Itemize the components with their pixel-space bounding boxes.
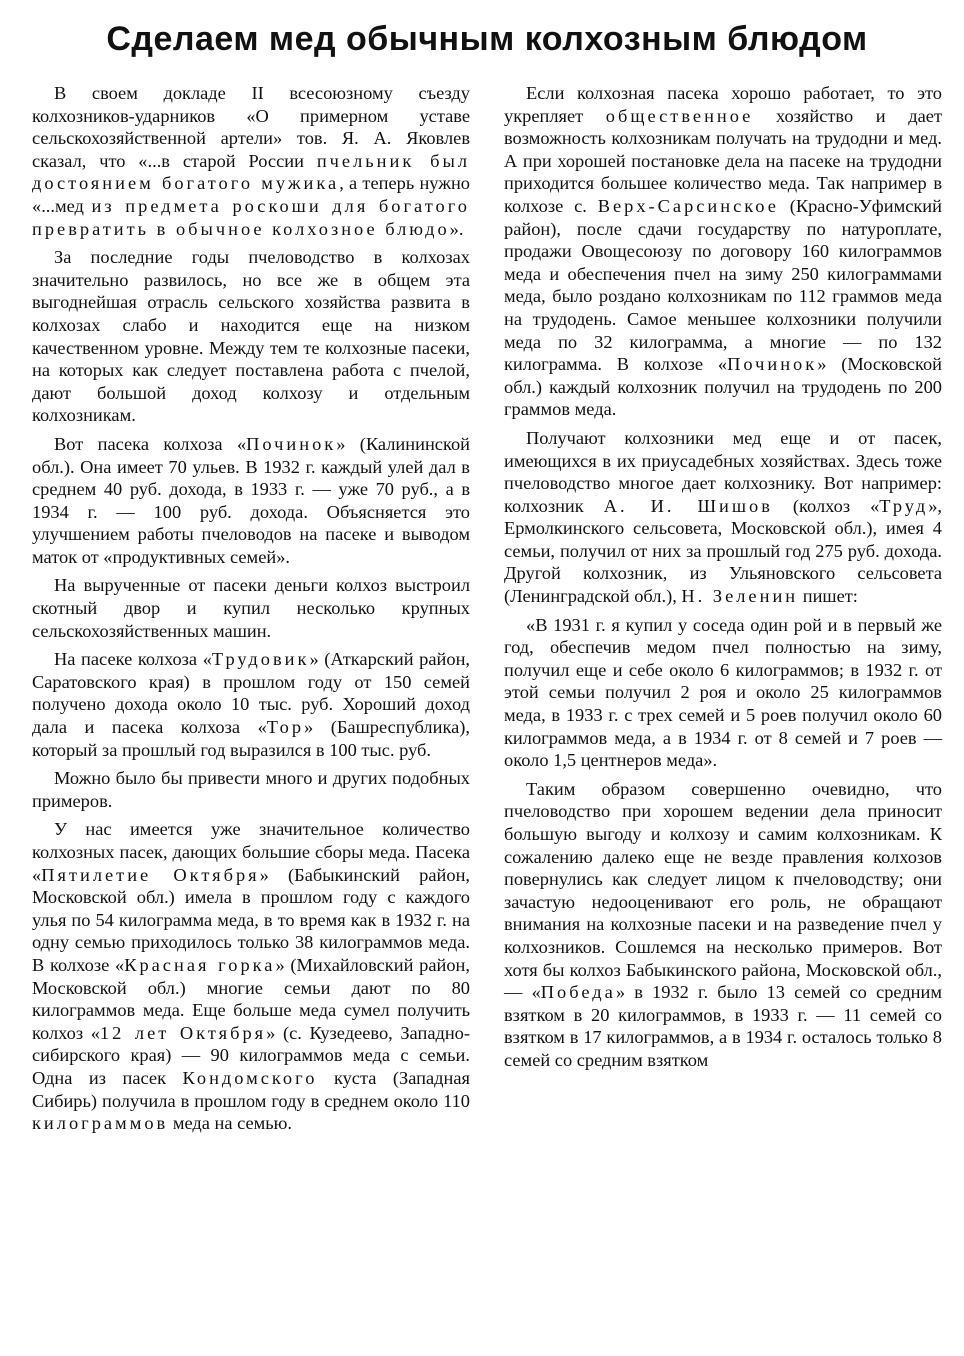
text-run: пишет:	[798, 586, 858, 607]
spaced-emphasis: килограммов	[32, 1113, 169, 1134]
text-run: На пасеке колхоза «	[54, 649, 212, 670]
text-run: » (Московской обл.) каждый колхозник получил на трудодень по 200 граммов меда.	[504, 354, 942, 420]
spaced-emphasis: Труд	[879, 495, 929, 516]
paragraph	[32, 82, 470, 240]
text-run: Вот пасека колхоза «	[54, 433, 247, 454]
spaced-emphasis: Верх-Сарсинское	[597, 195, 779, 216]
text-run: Можно было бы привести много и других подобных примеров.	[32, 768, 470, 811]
spaced-emphasis: Пятилетие Октября	[41, 864, 260, 885]
text-run: ».	[449, 218, 464, 239]
paragraph	[32, 433, 470, 569]
text-run: », Ермолкинского сельсовета, Московской обл.), имея 4 семьи, получил от них за прошлый год 275 руб. дохода. Другой колхозник, из Ульяновского сельсовета (Ленинградской обл.),	[504, 495, 942, 607]
article-columns	[32, 82, 942, 1141]
spaced-emphasis: Трудовик	[211, 649, 310, 670]
text-run: Таким образом совершенно очевидно, что пчеловодство при хорошем ведении дела приносит большую выгоду и колхозу и самим колхозникам. К сожалению далеко еще не везде правления колхозов повернулись как следует лицом к пчеловодству; они зачастую недооценивают его роль, не обращают внимания на колхозные пасеки и на разведение пчел у колхозников. Сошлемся на несколько примеров. Вот хотя бы колхоз Бабыкинского района, Московской обл., — «	[504, 778, 942, 1003]
text-run: «В 1931 г. я купил у соседа один рой и в первый же год, обеспечив медом пчел полностью на зиму, получил еще и себе около 6 килограммов; в 1932 г. от этой семьи получил 2 роя и около 25 килограммов меда, в 1933 г. с трех семей и 5 роев получил около 60 килограммов меда, а в 1934 г. от 8 семей и 7 роев — около 1,5 центнеров меда».	[504, 614, 942, 771]
text-run: У нас имеется уже значительное количество колхозных пасек, дающих большие сборы меда. Пасека «	[32, 819, 470, 885]
paragraph	[32, 818, 470, 1134]
text-run: » (Калининской обл.). Она имеет 70 ульев. В 1932 г. каждый улей дал в среднем 40 руб. дохода, в 1933 г. — уже 70 руб., а в 1934 г. — 100 руб. дохода. Объясняется это улучшением работы пчеловодов на пасеке и выводом маток от «продуктивных семей».	[32, 433, 470, 567]
text-run: » (с. Кузедеево, Западно-сибирского края) — 90 килограммов меда с семьи. Одна из пасек	[32, 1022, 471, 1088]
text-run: » (Бабыкинский район, Московской обл.) имела в прошлом году с каждого улья по 54 килограмма меда, в то время как в 1932 г. на одну семью приходилось только 38 килограммов меда. В колхозе «	[32, 864, 471, 975]
text-run: куста (Западная Сибирь) получила в прошлом году в среднем около 110	[32, 1067, 470, 1111]
spaced-emphasis: Тор	[266, 717, 305, 738]
paragraph	[504, 82, 942, 421]
spaced-emphasis: Победа	[540, 982, 616, 1003]
text-run: (колхоз «	[772, 495, 880, 516]
spaced-emphasis: Починок	[727, 354, 818, 375]
text-run: За последние годы пчеловодство в колхозах значительно развилось, но все же в общем эта выгоднейшая отрасль сельского хозяйства развита в колхозах слабо и находится еще на низком качественном уровне. Между тем те колхозные пасеки, на которых как следует поставлена работа с пчелой, дают большой доход колхозу и отдельным колхозникам.	[32, 247, 470, 426]
text-run: » (Башреспублика), который за прошлый год выразился в 100 тыс. руб.	[32, 717, 470, 760]
spaced-emphasis: Кондомского	[182, 1067, 318, 1088]
text-run: » в 1932 г. было 13 семей со средним взятком в 20 килограммов, в 1933 г. — 11 семей со взятком в 17 килограммов, а в 1934 г. осталось только 8 семей со средним взятком	[504, 982, 942, 1070]
spaced-emphasis: А. И. Шишов	[603, 495, 773, 516]
text-run: В своем докладе II всесоюзному съезду колхозников-ударников «О примерном уставе сельскохозяйственной артели» тов. Я. А. Яковлев сказал, что «...в старой России	[32, 83, 470, 171]
paragraph	[32, 648, 470, 761]
right-column	[504, 82, 942, 1141]
text-run: (Красно-Уфимский район), после сдачи государству по натуроплате, продажи Овощесоюзу по договору 160 килограммов меда и обеспечения пчел на зиму 250 килограммами меда, было роздано колхозникам по 112 граммов меда на трудодень. Самое меньшее колхозники получили меда по 32 килограмма, а многие — по 132 килограмма. В колхозе «	[504, 195, 942, 375]
paragraph	[504, 427, 942, 608]
spaced-emphasis: общественное	[605, 105, 754, 126]
text-run: Если колхозная пасека хорошо работает, то это укрепляет	[504, 83, 942, 126]
paragraph	[504, 614, 942, 772]
text-run: » (Аткарский район, Саратовского края) в прошлом году от 150 семей получено дохода около 10 тыс. руб. Хороший доход дала и пасека колхоза «	[32, 649, 471, 738]
text-run: » (Михайловский район, Московской обл.) многие семьи дают по 80 килограммов меда. Еще больше меда сумел получить колхоз «	[32, 954, 470, 1043]
paragraph	[504, 778, 942, 1072]
spaced-emphasis: из предмета роскоши для богатого превратить в обычное колхозное блюдо	[32, 195, 470, 239]
paragraph	[32, 246, 470, 427]
spaced-emphasis: Красная горка	[124, 954, 276, 975]
spaced-emphasis: 12 лет Октября	[99, 1022, 267, 1043]
text-run: хозяйство и дает возможность колхозникам получать на трудодни и мед. А при хорошей постановке дела на пасеке на трудодни приходится большее количество меда. Так например в колхозе с.	[504, 105, 942, 216]
text-run: меда на семью.	[168, 1113, 293, 1134]
text-run: Получают колхозники мед еще и от пасек, имеющихся в их приусадебных хозяйствах. Здесь тоже пчеловодство многое дает колхознику. Вот например: колхозник	[504, 427, 942, 516]
paragraph	[32, 574, 470, 642]
paragraph	[32, 767, 470, 812]
left-column	[32, 82, 470, 1141]
spaced-emphasis: Н. Зеленин	[681, 586, 799, 607]
spaced-emphasis: Починок	[246, 433, 337, 454]
text-run: На вырученные от пасеки деньги колхоз выстроил скотный двор и купил несколько крупных сельскохозяйственных машин.	[32, 575, 470, 641]
article-title: Сделаем мед обычным колхозным блюдом	[106, 20, 868, 58]
text-run: , а теперь нужно «...мед	[32, 173, 470, 216]
spaced-emphasis: пчельник был достоянием богатого мужика	[32, 150, 470, 194]
